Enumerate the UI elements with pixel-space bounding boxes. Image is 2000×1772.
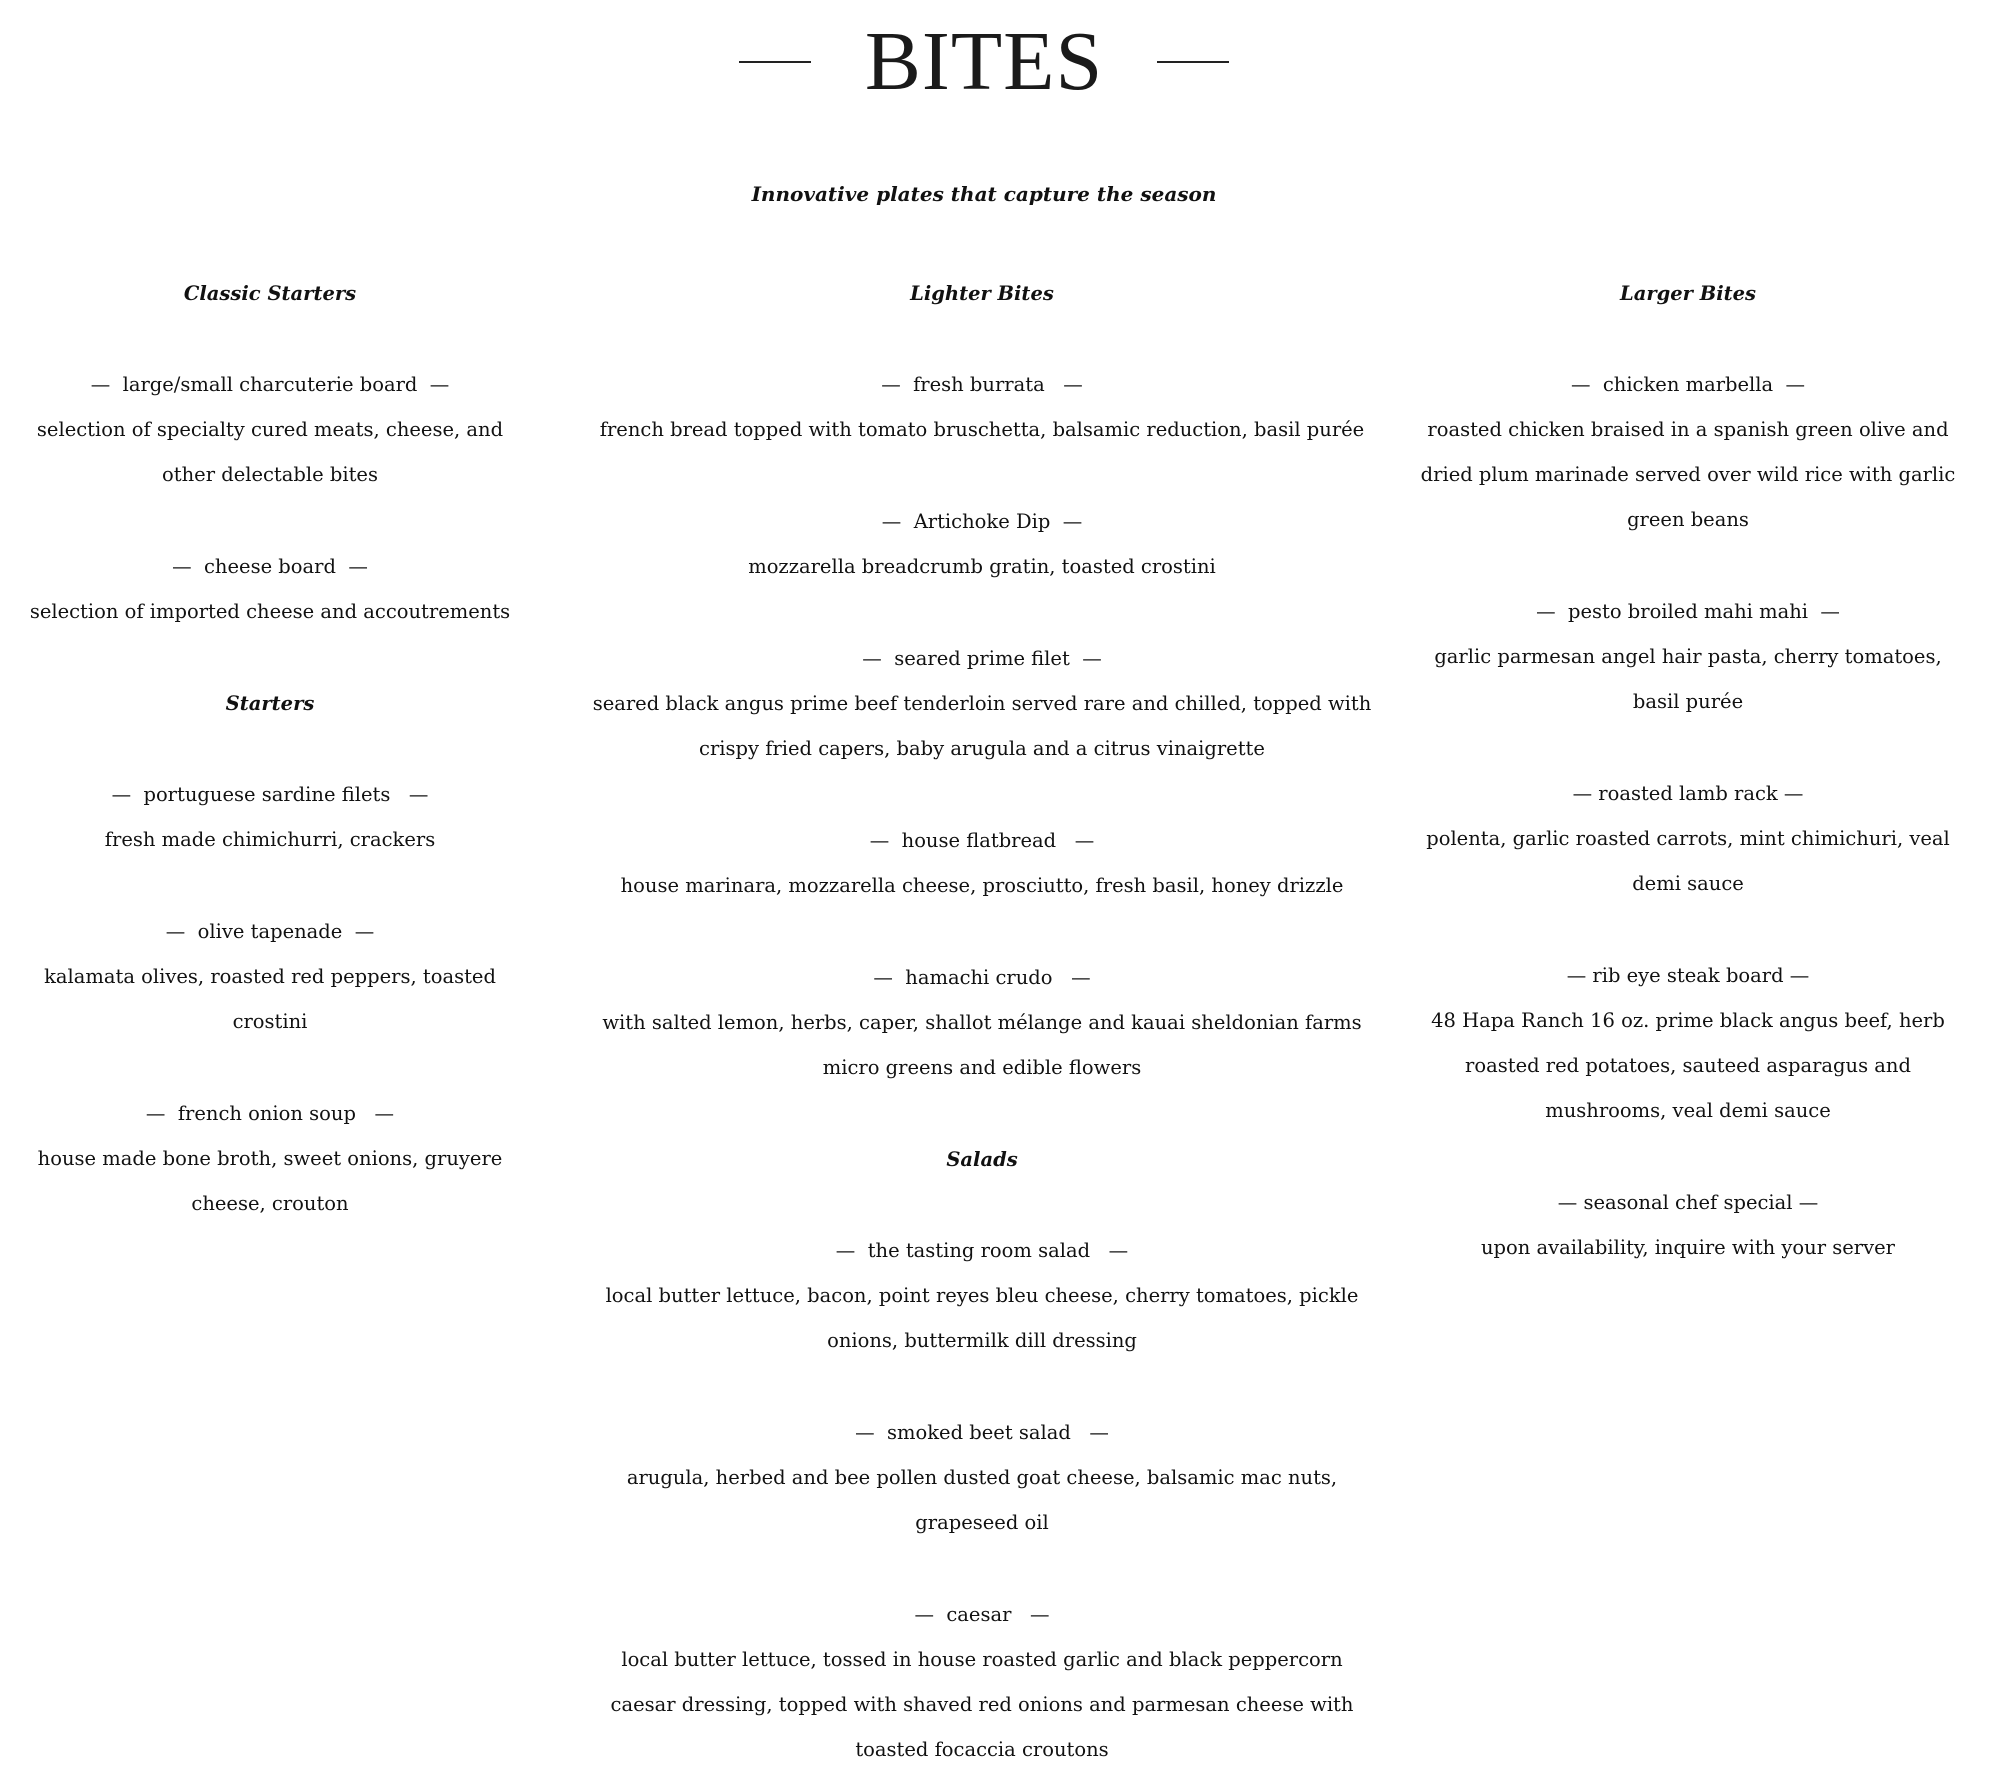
- section-heading-lighter-bites: Lighter Bites: [910, 282, 1054, 305]
- section-heading-salads: Salads: [946, 1148, 1018, 1171]
- menu-item: [1410, 1180, 1966, 1270]
- menu-item: [592, 1410, 1372, 1545]
- menu-item-description: upon availability, inquire with your server: [1481, 1236, 1895, 1259]
- menu-item-description: selection of imported cheese and accoutrements: [29, 600, 511, 623]
- menu-item-name: — smoked beet salad —: [855, 1421, 1109, 1444]
- tagline: Innovative plates that capture the season: [751, 182, 1217, 206]
- menu-item-name: — house flatbread —: [869, 829, 1095, 852]
- menu-item-description: roasted chicken braised in a spanish green olive and dried plum marinade served over wild rice with garlic green beans: [1420, 418, 1956, 531]
- menu-item: [592, 818, 1372, 908]
- menu-item: [592, 362, 1372, 452]
- section-heading-larger-bites: Larger Bites: [1619, 282, 1756, 305]
- menu-item: [16, 1091, 524, 1226]
- menu-item-description: arugula, herbed and bee pollen dusted goat cheese, balsamic mac nuts, grapeseed oil: [626, 1466, 1338, 1534]
- menu-item: [592, 1592, 1372, 1772]
- menu-item: [1410, 953, 1966, 1133]
- menu-item: [1410, 771, 1966, 906]
- menu-item-name: — rib eye steak board —: [1566, 964, 1810, 987]
- menu-item: [1410, 362, 1966, 542]
- title-right-rule: [1157, 61, 1229, 63]
- page-title: BITES: [864, 15, 1104, 108]
- menu-item-name: — Artichoke Dip —: [881, 510, 1083, 533]
- menu-item-name: — seasonal chef special —: [1557, 1191, 1819, 1214]
- menu-item-description: house made bone broth, sweet onions, gruyere cheese, crouton: [37, 1147, 503, 1215]
- page-header: [0, 14, 1968, 110]
- menu-item: [16, 772, 524, 862]
- menu-item: [592, 1228, 1372, 1363]
- menu-item-name: — caesar —: [914, 1603, 1050, 1626]
- menu-item-description: selection of specialty cured meats, cheese, and other delectable bites: [36, 418, 504, 486]
- menu-item-name: — french onion soup —: [145, 1102, 395, 1125]
- menu-item-name: — olive tapenade —: [165, 920, 375, 943]
- menu-item-description: kalamata olives, roasted red peppers, toasted crostini: [44, 965, 496, 1033]
- menu-column-2: [592, 271, 1372, 1772]
- menu-item-description: local butter lettuce, tossed in house roasted garlic and black peppercorn caesar dressing, topped with shaved red onions and parmesan cheese with toasted focaccia croutons: [610, 1648, 1354, 1761]
- section-heading-starters: Starters: [225, 692, 315, 715]
- menu-column-3: [1410, 271, 1966, 1270]
- menu-item-description: seared black angus prime beef tenderloin served rare and chilled, topped with crispy fried capers, baby arugula and a citrus vinaigrette: [592, 692, 1372, 760]
- menu-item-name: — chicken marbella —: [1570, 373, 1806, 396]
- menu-item-name: — cheese board —: [172, 555, 368, 578]
- menu-column-1: [16, 271, 524, 1226]
- menu-item-name: — portuguese sardine filets —: [111, 783, 429, 806]
- menu-item-name: — fresh burrata —: [881, 373, 1083, 396]
- menu-item-description: house marinara, mozzarella cheese, prosciutto, fresh basil, honey drizzle: [620, 874, 1344, 897]
- menu-item: [16, 362, 524, 497]
- menu-item: [592, 955, 1372, 1090]
- menu-item-name: — hamachi crudo —: [873, 966, 1091, 989]
- menu-item-description: polenta, garlic roasted carrots, mint chimichuri, veal demi sauce: [1426, 827, 1950, 895]
- menu-item-description: 48 Hapa Ranch 16 oz. prime black angus beef, herb roasted red potatoes, sauteed asparagus and mushrooms, veal demi sauce: [1431, 1009, 1945, 1122]
- menu-item-name: — the tasting room salad —: [835, 1239, 1129, 1262]
- menu-item: [16, 544, 524, 634]
- menu-item-name: — seared prime filet —: [862, 647, 1102, 670]
- menu-item: [592, 636, 1372, 771]
- menu-item: [592, 499, 1372, 589]
- menu-item-description: garlic parmesan angel hair pasta, cherry tomatoes, basil purée: [1434, 645, 1942, 713]
- menu-item-description: with salted lemon, herbs, caper, shallot mélange and kauai sheldonian farms micro greens and edible flowers: [602, 1011, 1362, 1079]
- menu-item-description: local butter lettuce, bacon, point reyes bleu cheese, cherry tomatoes, pickle onions, buttermilk dill dressing: [605, 1284, 1359, 1352]
- menu-item-name: — roasted lamb rack —: [1572, 782, 1804, 805]
- title-left-rule: [739, 61, 811, 63]
- menu-item-description: mozzarella breadcrumb gratin, toasted crostini: [748, 555, 1216, 578]
- menu-item-name: — pesto broiled mahi mahi —: [1536, 600, 1840, 623]
- menu-item-description: french bread topped with tomato bruschetta, balsamic reduction, basil purée: [599, 418, 1365, 441]
- menu-item-name: — large/small charcuterie board —: [90, 373, 450, 396]
- menu-item-description: fresh made chimichurri, crackers: [104, 828, 436, 851]
- menu-item: [16, 909, 524, 1044]
- section-heading-classic-starters: Classic Starters: [183, 282, 357, 305]
- menu-item: [1410, 589, 1966, 724]
